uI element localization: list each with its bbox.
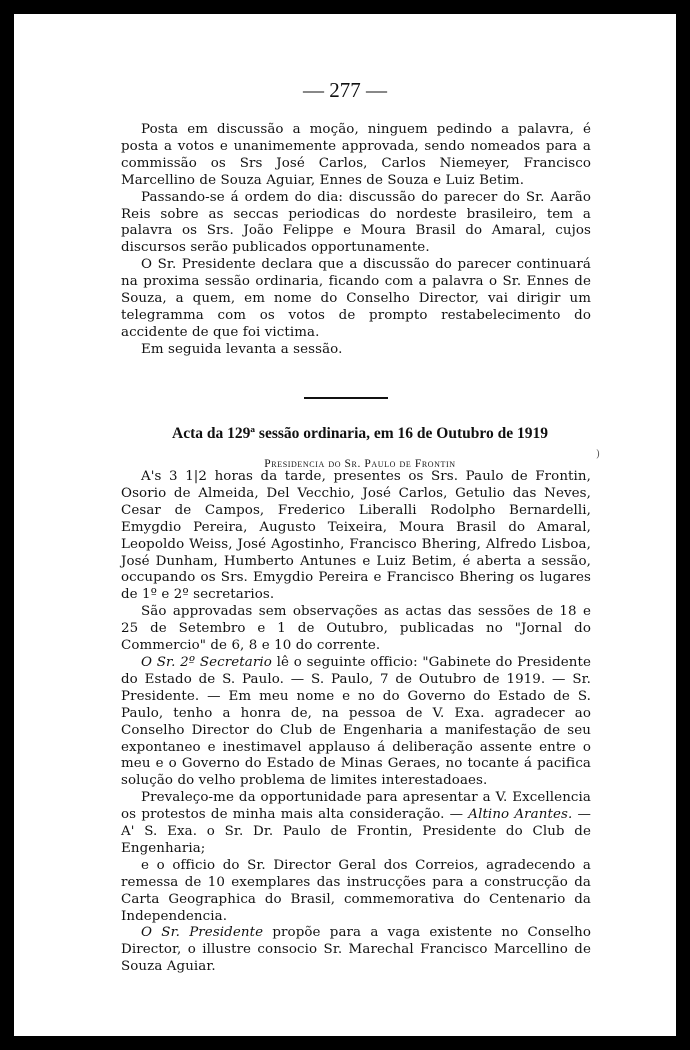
paragraph-correios: e o officio do Sr. Director Geral dos Correios, agradecendo a remessa de 10 exemplares das instrucções para a construcção da Carta Geographica do Brasil, commemorativa do Centenario da Independencia. (121, 857, 591, 924)
paragraph: Em seguida levanta a sessão. (141, 341, 343, 357)
paragraph-officio: O Sr. 2º Secretario lê o seguinte officio: "Gabinete do Presidente do Estado de S. Paulo. — S. Paulo, 7 de Outubro de 1919. — Sr. Presidente. — Em meu nome e no do Governo do Estado de S. Paulo, tenho a honra de, na pessoa de V. Exa. agradecer ao Conselho Director do Club de Engenharia a manifestação de seu expontaneo e inestimavel applauso á deliberação assente entre o meu e o Governo do Estado de Minas Geraes, no tocante á pacifica solução do velho problema de limites interestadoaes. (121, 654, 592, 789)
section-divider (304, 397, 388, 399)
margin-mark: ) (596, 449, 600, 460)
paragraph: O Sr. Presidente declara que a discussão do parecer continuará na proxima sessão ordinaria, ficando com a palavra o Sr. Ennes de Souza, a quem, em nome do Conselho Director, vai dirigir um telegramma com os votos de prompto restabelecimento do accidente de que foi victima. (121, 257, 591, 340)
page-number: — 277 — (303, 78, 387, 102)
signatory-name: Altino Arantes. (468, 807, 573, 823)
speaker-name: O Sr. 2º Secretario (141, 654, 272, 670)
session-minutes (121, 469, 591, 976)
paragraph-approval: São approvadas sem observações as actas das sessões de 18 e 25 de Setembro e 1 de Outubro, publicadas no "Jornal do Commercio" de 6, 8 e 10 do corrente. (121, 604, 591, 654)
minutes-continuation (121, 122, 591, 359)
section-heading: Acta da 129ª sessão ordinaria, em 16 de Outubro de 1919 (172, 425, 548, 442)
document-page (14, 14, 676, 1036)
presidency-line: Presidencia do Sr. Paulo de Frontin (264, 458, 456, 470)
speaker-name: O Sr. Presidente (141, 925, 264, 941)
paragraph: Passando-se á ordem do dia: discussão do parecer do Sr. Aarão Reis sobre as seccas periodicas do nordeste brasileiro, tem a palavra os Srs. João Felippe e Moura Brasil do Amaral, cujos discursos serão publicados opportunamente. (121, 189, 591, 256)
paragraph-attendance: A's 3 1|2 horas da tarde, presentes os Srs. Paulo de Frontin, Osorio de Almeida, Del Vecchio, José Carlos, Getulio das Neves, Cesar de Campos, Frederico Liberalli Rodolpho Bernardelli, Emygdio Pereira, Augusto Teixeira, Moura Brasil do Amaral, Leopoldo Weiss, José Agostinho, Francisco Bhering, Alfredo Lisboa, José Dunham, Humberto Antunes e Luiz Betim, é aberta a sessão, occupando os Srs. Emygdio Pereira e Francisco Bhering os lugares de 1º e 2º secretarios. (121, 469, 591, 603)
paragraph: Posta em discussão a moção, ninguem pedindo a palavra, é posta a votos e unanimemente approvada, sendo nomeados para a commissão os Srs José Carlos, Carlos Niemeyer, Francisco Marcellino de Souza Aguiar, Ennes de Souza e Luiz Betim. (121, 122, 591, 188)
paragraph-closing: Prevaleço-me da opportunidade para apresentar a V. Excellencia os protestos de minha mais alta consideração. — Altino Arantes. — A' S. Exa. o Sr. Dr. Paulo de Frontin, Presidente do Club de Engenharia; (121, 790, 591, 856)
paragraph-proposal: O Sr. Presidente propõe para a vaga existente no Conselho Director, o illustre consocio Sr. Marechal Francisco Marcellino de Souza Aguiar. (121, 925, 592, 975)
